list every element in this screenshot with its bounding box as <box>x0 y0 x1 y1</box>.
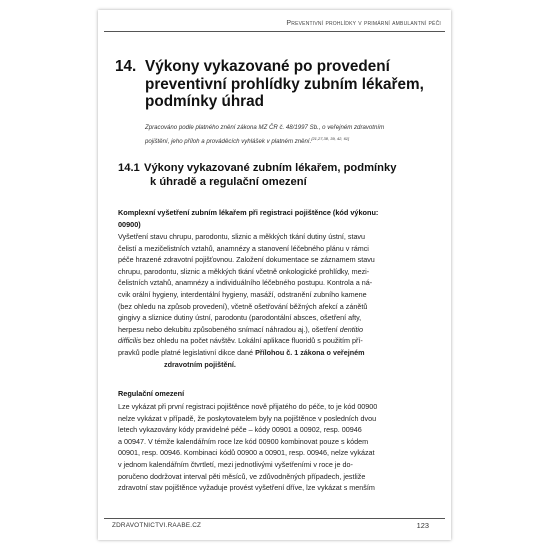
chapter-title-line: Výkony vykazované po provedení <box>145 58 390 75</box>
text-span: bez ohledu na počet návštěv. Lokální aplikace fluoridů s použitím pří- <box>143 336 363 346</box>
running-header: Preventivní prohlídky v primární ambulantní péči <box>286 20 441 27</box>
block-heading-line: Komplexní vyšetření zubním lékařem při registraci pojištěnce (kód výkonu: <box>118 208 379 217</box>
chapter-title-line: preventivní prohlídky zubním lékařem, <box>145 75 424 93</box>
text-line: letech vykazovány kódy pravidelné péče – kódy 00901 a 00902, resp. 00946 <box>118 425 362 435</box>
text-line: (bez ohledu na způsob provedení), včetně ošetřování běžných afekcí a zánětů <box>118 301 368 311</box>
regulatory-limits-text <box>118 401 428 494</box>
text-line: chrupu, parodontu, sliznic a měkkých tkání včetně onkologické prohlídky, mezi- <box>118 266 370 276</box>
chapter-title-line: podmínky úhrad <box>145 93 264 110</box>
text-line: a 00947. V témže kalendářním roce lze kód 00900 kombinovat pouze s kódem <box>118 436 369 446</box>
text-line: Vyšetření stavu chrupu, parodontu, sliznic a měkkých tkání dutiny ústní, stavu <box>118 232 366 241</box>
text-line: Lze vykázat při první registraci pojištěnce nově přijatého do péče, to je kód 00900 <box>118 402 378 411</box>
block-heading-line: Regulační omezení <box>118 389 185 398</box>
law-reference: Přílohou č. 1 zákona o veřejném <box>255 347 365 357</box>
book-page <box>98 10 451 540</box>
italic-term: dentitio <box>339 324 363 334</box>
page-number: 123 <box>416 521 429 530</box>
text-line: péče hrazené zdravotní pojišťovnou. Založení dokumentace se záznamem stavu <box>118 255 375 265</box>
text-line <box>118 335 428 347</box>
italic-term: difficilis <box>118 336 142 346</box>
text-line <box>118 324 428 336</box>
text-line: čelistí a mezičelistních vztahů, anamnézy a stanovení léčebného plánu v rámci <box>118 243 369 253</box>
header-divider <box>104 31 445 32</box>
block-heading-regulatory-limits <box>118 388 428 400</box>
chapter-source-note <box>145 123 430 147</box>
source-note-line: pojištění, jeho příloh a prováděcích vyhlášek v platném znění. <box>145 137 312 145</box>
text-line: zdravotní stav pojištěnce vyžaduje provést vyšetření dříve, lze vykázat s menším <box>118 483 375 493</box>
source-note-line: Zpracováno podle platného znění zákona MZ ČR č. 48/1997 Sb., o veřejném zdravotním <box>145 124 385 131</box>
text-line: v jednom kalendářním čtvrtletí, mezi jednotlivými vyšetřeními v roce je do- <box>118 459 353 469</box>
law-reference: zdravotním pojištění. <box>164 359 236 369</box>
text-line: cvik orální hygieny, interdentální hygieny, masáží, odstranění zubního kamene <box>118 289 367 299</box>
text-line: nelze vykázat v případě, že poskytovatelem byly na pojištěnce v posledních dvou <box>118 413 377 423</box>
section-title-line: k úhradě a regulační omezení <box>150 175 307 188</box>
reference-markers: [21,27,38, 39, 42, 61] <box>311 135 350 141</box>
chapter-number: 14. <box>115 58 137 75</box>
text-line: gingivy a sliznice dutiny ústní, parodontu (parodontální absces, ošetření afty, <box>118 313 362 323</box>
section-title-line: Výkony vykazované zubním lékařem, podmínky <box>144 162 397 174</box>
block-heading-comprehensive-exam <box>118 207 428 230</box>
text-line <box>118 347 428 359</box>
footer-divider <box>104 518 445 519</box>
block-heading-line: 00900) <box>118 219 141 229</box>
section-number: 14.1 <box>118 162 140 174</box>
comprehensive-exam-text <box>118 231 428 370</box>
text-line: poručeno dodržovat interval pěti měsíců, ve zdůvodněných případech, jestliže <box>118 471 366 481</box>
text-line: čelistních vztahů, anamnézy a individuálního léčebného postupu. Kontrola a ná- <box>118 278 373 288</box>
text-line: 00901, resp. 00946. Kombinaci kódů 00900 a 00901, resp. 00946, nelze vykázat <box>118 448 375 458</box>
text-line <box>118 359 428 371</box>
text-span: herpesu nebo dekubitu způsobeného snímací náhradou aj.), ošetření <box>118 324 338 334</box>
text-span: pravků podle platné legislativní dikce dané <box>118 347 254 357</box>
footer-website: ZDRAVOTNICTVI.RAABE.CZ <box>112 522 202 529</box>
